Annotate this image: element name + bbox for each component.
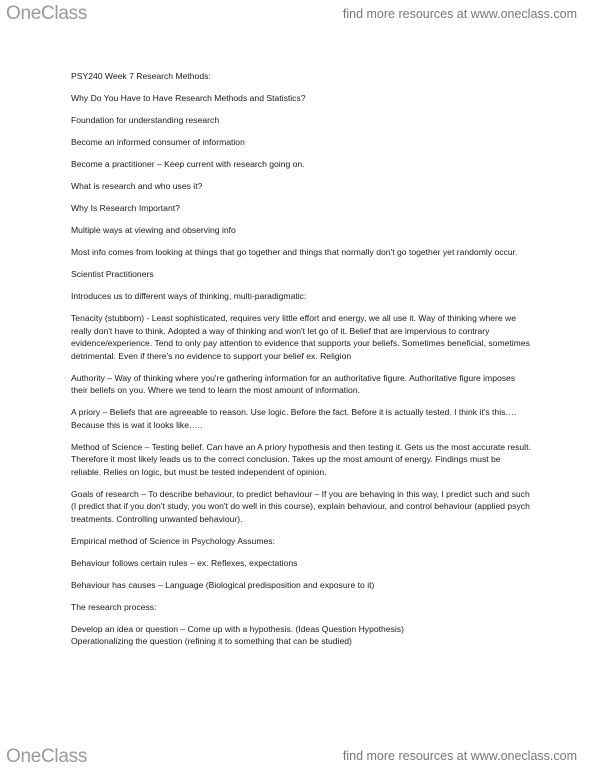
doc-paragraph: Goals of research – To describe behaviour, to predict behaviour – If you are behaving in this way, I predict such and such (I predict that if you don't study, you won't do well in this course), explain behaviour, and control behaviour (applied psych treatments. Controlling unwanted behaviour). <box>71 488 530 524</box>
oneclass-logo[interactable]: OneClass <box>6 746 88 767</box>
doc-paragraph: Authority – Way of thinking where you're gathering information for an authoritative figure. Authoritative figure imposes their beliefs on you. Where we tend to learn the most amount of information. <box>71 372 516 395</box>
doc-paragraph: Behaviour has causes – Language (Biological predisposition and exposure to it) <box>71 579 375 590</box>
header-tagline-link[interactable]: find more resources at www.oneclass.com <box>342 7 577 21</box>
doc-paragraph: Method of Science – Testing belief. Can have an A priory hypothesis and then testing it. Gets us the most accurate result. Therefore it most likely leads us to the correct conclusion. Takes up the most amount of energy. Findings must be reliable. Relies on logic, but must be tested independent of opinion. <box>71 441 531 477</box>
doc-paragraph: Scientist Practitioners <box>71 269 154 279</box>
doc-paragraph: Multiple ways at viewing and observing info <box>71 225 236 235</box>
doc-title: PSY240 Week 7 Research Methods: <box>71 71 211 81</box>
document-body <box>71 70 531 657</box>
doc-paragraph: Become a practitioner – Keep current with research going on. <box>71 159 305 169</box>
doc-paragraph: Develop an idea or question – Come up with a hypothesis. (Ideas Question Hypothesis) Operationalizing the question (refining it to something that can be studied) <box>71 623 404 646</box>
doc-paragraph: Why Is Research Important? <box>71 203 180 213</box>
doc-paragraph: Empirical method of Science in Psychology Assumes: <box>71 535 275 546</box>
doc-paragraph: Foundation for understanding research <box>71 115 220 125</box>
footer-tagline-link[interactable]: find more resources at www.oneclass.com <box>342 749 577 763</box>
doc-paragraph: The research process: <box>71 601 157 612</box>
oneclass-logo[interactable]: OneClass <box>6 3 88 24</box>
doc-paragraph: A priory – Beliefs that are agreeable to reason. Use logic. Before the fact. Before it is actually tested. I think it's this…. Because this is wat it looks like….. <box>71 407 517 430</box>
doc-paragraph: Why Do You Have to Have Research Methods and Statistics? <box>71 93 306 103</box>
doc-paragraph: What is research and who uses it? <box>71 181 203 191</box>
page-header <box>0 0 595 30</box>
doc-paragraph: Behaviour follows certain rules – ex. Reflexes, expectations <box>71 557 298 568</box>
doc-paragraph: Introduces us to different ways of thinking, multi-paradigmatic: <box>71 291 307 301</box>
doc-paragraph: Most info comes from looking at things that go together and things that normally don't go together yet randomly occur. <box>71 247 518 257</box>
doc-paragraph: Tenacity (stubborn) - Least sophisticated, requires very little effort and energy, we all use it. Way of thinking where we really don't have to think. Adopted a way of thinking and won't let go of it. Belief that are impervious to contrary evidence/experience. Tend to only pay attention to evidence that supports your beliefs. Sometimes beneficial, sometimes detrimental. Even if there's no evidence to support your belief ex. Religion <box>71 313 530 361</box>
doc-paragraph: Become an informed consumer of information <box>71 137 245 147</box>
page-footer <box>0 740 595 770</box>
